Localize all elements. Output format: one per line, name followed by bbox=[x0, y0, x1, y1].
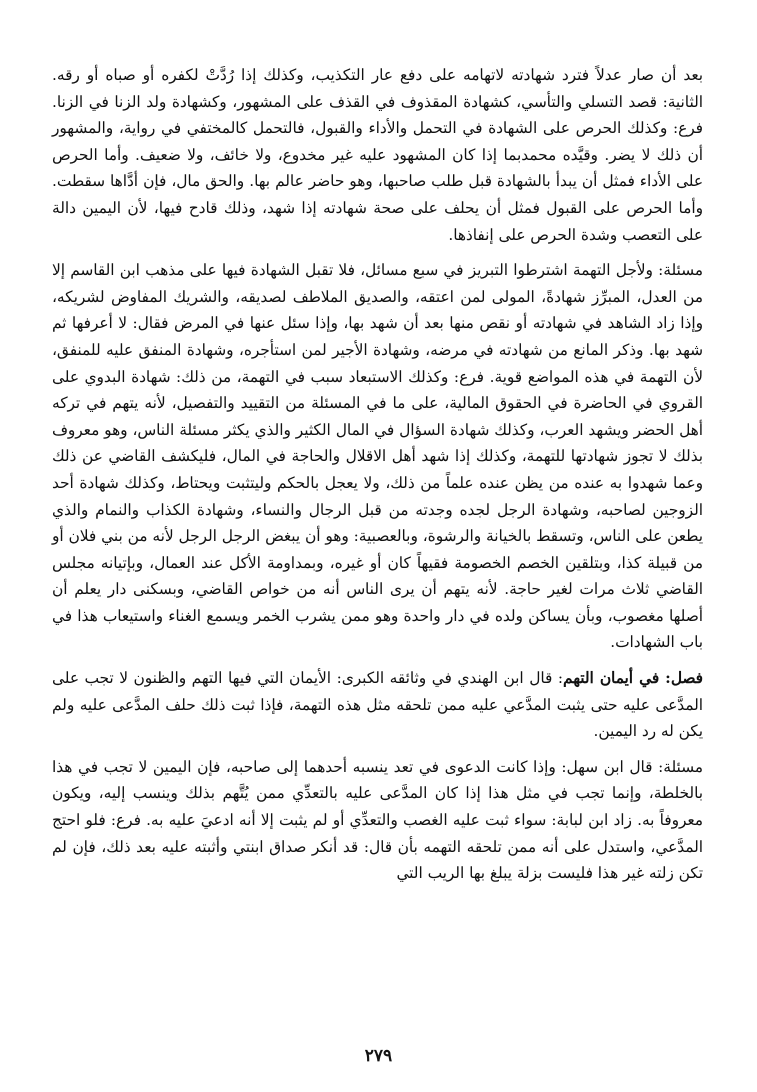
paragraph-text: مسئلة: ولأجل التهمة اشترطوا التبريز في سبع مسائل، فلا تقبل الشهادة فيها على مذهب ابن القاسم إلا من العدل، المبرِّز شهادةً، المولى لمن اعتقه، والصديق الملاطف لصديقه، والشريك المفاوض لشريكه، وإذا زاد الشاهد في شهادته أو نقص منها بعد أن شهد بها، وإذا سئل عنها في المرض فقال: لا أعرفها ثم شهد بها. وذكر المانع من شهادته في مرضه، وشهادة الأجير لمن استأجره، وشهادة المنفق عليه للمنفق، لأن التهمة في هذه المواضع قوية. فرع: وكذلك الاستبعاد سبب في التهمة، من ذلك: شهادة البدوي على القروي في الحاضرة في الحقوق المالية، على ما في المسئلة من التقييد والتفصيل، لأنه يتهم في تركه أهل الحضر ويشهد العرب، وكذلك شهادة السؤال في المال الكثير والذي يكثر مسئلة الناس، وهو معروف بذلك لا تجوز شهادتها للتهمة، وكذلك إذا شهد أهل الاقلال والحاجة في المال، فليكشف القاضي عن ذلك وعما شهدوا به عنده من يظن عنده علماً من ذلك، ولا يعجل بالحكم وليتثبت ويحتاط، وكذلك شهادة أحد الزوجين لصاحبه، وشهادة الرجل لجده وجدته من قبل الرجال والنساء، وشهادة الكذاب والنمام والذي يطعن على الناس، وتسقط بالخيانة والرشوة، وبالعصبية: وهو أن يبغض الرجل الرجل لأنه من بني فلان أو من قبيلة كذا، وبتلقين الخصم الخصومة فقيهاً كان أو غيره، وبمداومة الأكل عند العمال، وبإتيانه مجلس القاضي ثلاث مرات لغير حاجة. لأنه يتهم أن يرى الناس أنه من خواص القاضي، وبسكنى دار يعلم أن أصلها مغصوب، وبأن يساكن ولده في دار واحدة وهو ممن يشرب الخمر ويسمع الغناء واستيعاب هذا في باب الشهادات. bbox=[52, 261, 703, 652]
page-number: ٢٧٩ bbox=[364, 1046, 393, 1066]
paragraph bbox=[52, 665, 703, 745]
body-text bbox=[52, 62, 703, 887]
paragraph-text: مسئلة: قال ابن سهل: وإذا كانت الدعوى في تعد ينسبه أحدهما إلى صاحبه، فإن اليمين لا تجب في هذا بالخلطة، وإنما تجب في مثل هذا إذا كان المدَّعى عليه بالتعدِّي ممن يُتَّهم بذلك وينسب إليه، ويكون معروفاً به. زاد ابن لبابة: سواء ثبت عليه الغصب والتعدِّي أو لم يثبت إلا أنه ادعيَ عليه به. فرع: فلو احتج المدَّعي، واستدل على أنه ممن تلحقه التهمه بأن قال: قد أنكر صداق ابنتي وأثبته عليه بعد ذلك، فإن لم تكن زلته غير هذا فليست بزلة يبلغ بها الريب التي bbox=[52, 757, 703, 883]
paragraph-text: بعد أن صار عدلاً فترد شهادته لاتهامه على دفع عار التكذيب، وكذلك إذا رُدَّتْ لكفره أو صباه أو رقه. الثانية: قصد التسلي والتأسي، كشهادة المقذوف في القذف على المشهور، وكشهادة ولد الزنا في الزنا. فرع: وكذلك الحرص على الشهادة في التحمل والأداء والقبول، فالتحمل كالمختفي في رواية، والمشهور أن ذلك لا يضر. وقيَّده محمدبما إذا كان المشهود عليه غير مخدوع، ولا خائف، ولا ضعيف. وأما الحرص على الأداء فمثل أن يبدأ بالشهادة قبل طلب صاحبها، وهو حاضر عالم بها. والحق مال، فإن أدَّاها سقطت. وأما الحرص على القبول فمثل أن يحلف على صحة شهادته إذا شهد، وذلك قادح فيها، لأن اليمين دالة على التعصب وشدة الحرص على إنفاذها. bbox=[52, 66, 703, 244]
paragraph bbox=[52, 754, 703, 887]
paragraph bbox=[52, 62, 703, 248]
paragraph-text: : قال ابن الهندي في وثائقه الكبرى: الأيمان التي فيها التهم والظنون لا تجب على المدَّعى عليه حتى يثبت المدَّعي عليه ممن تلحقه مثل هذه التهمة، فإذا ثبت ذلك حلف المدَّعى عليه ولم يكن له رد اليمين. bbox=[52, 669, 703, 741]
section-heading: فصل: في أيمان التهم bbox=[563, 669, 703, 688]
paragraph bbox=[52, 257, 703, 656]
